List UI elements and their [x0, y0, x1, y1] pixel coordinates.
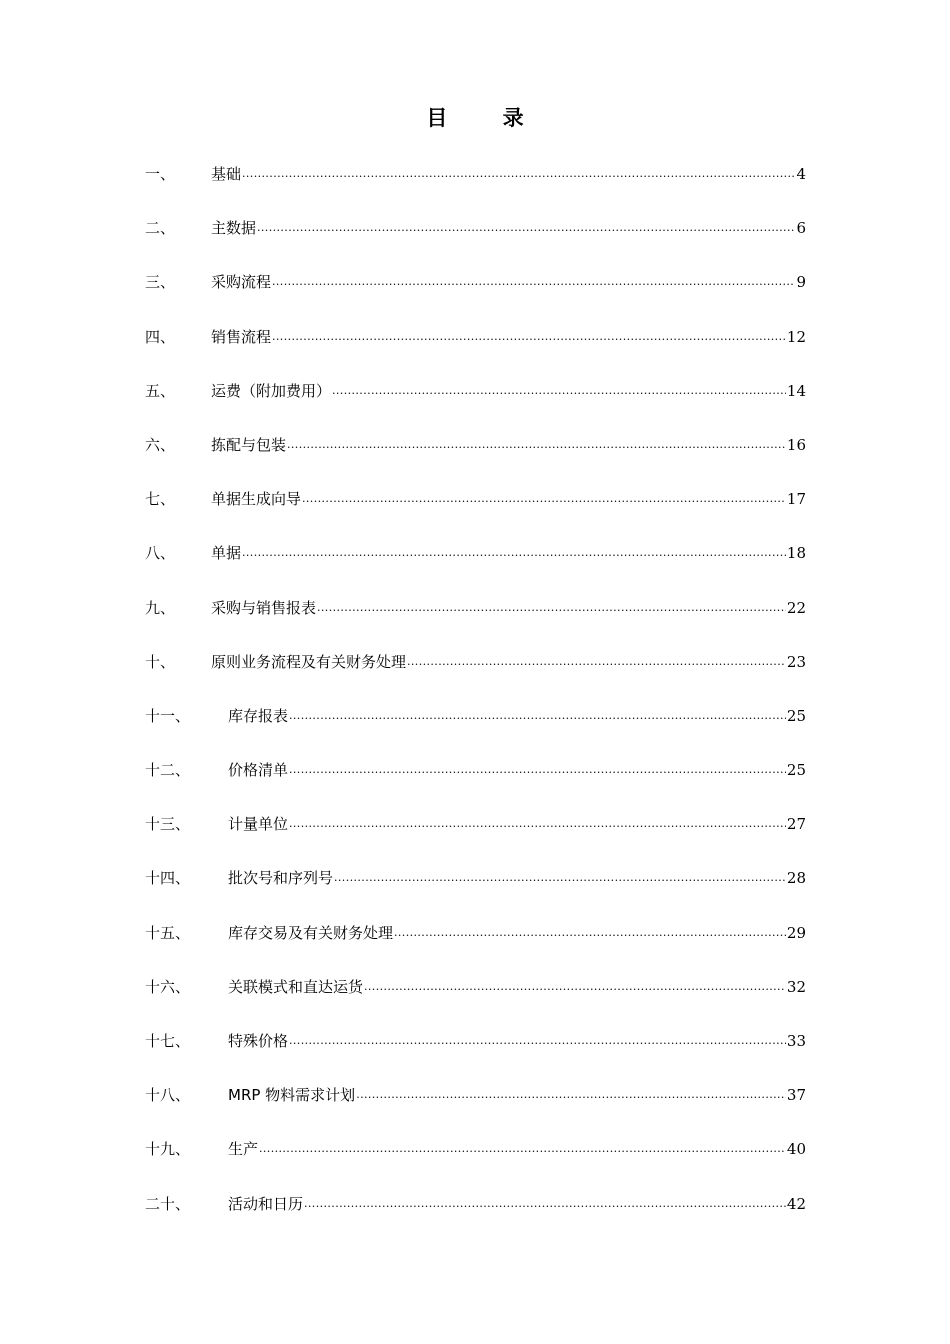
toc-entry-number: 十九、	[145, 1140, 191, 1159]
toc-entry-number: 十八、	[145, 1086, 191, 1105]
toc-entry-number: 六、	[145, 435, 176, 454]
toc-entry-page: 16	[786, 435, 806, 454]
toc-entry-number: 二、	[145, 219, 176, 238]
toc-dot-leader	[289, 811, 786, 837]
toc-entry[interactable]	[145, 811, 806, 865]
toc-entry-number: 二十、	[145, 1194, 191, 1213]
toc-entry-label: 运费（附加费用）	[211, 381, 332, 400]
toc-entry-page: 4	[796, 165, 806, 183]
toc-entry-label: 原则业务流程及有关财务处理	[211, 652, 407, 671]
toc-entry-number: 十四、	[145, 869, 191, 888]
toc-dot-leader	[317, 595, 786, 621]
toc-entry-label: 单据生成向导	[211, 490, 302, 509]
toc-entry-page: 29	[786, 923, 806, 942]
toc-title: 目 录	[426, 105, 548, 130]
toc-entry-label: 单据	[211, 544, 242, 563]
toc-entry-number: 十一、	[145, 706, 191, 725]
toc-dot-leader	[287, 432, 786, 458]
toc-entry[interactable]	[145, 540, 806, 594]
toc-entry-number: 十二、	[145, 761, 191, 780]
toc-entry[interactable]	[145, 1136, 806, 1190]
toc-entry-number: 四、	[145, 327, 176, 346]
toc-entry-number: 十五、	[145, 923, 191, 942]
toc-entry-label: 采购流程	[211, 273, 272, 292]
toc-entry-label: 库存报表	[228, 706, 289, 725]
toc-entry-number: 十七、	[145, 1032, 191, 1050]
toc-entry-page: 23	[786, 652, 806, 671]
toc-entry-label: 采购与销售报表	[211, 598, 317, 617]
toc-entry[interactable]	[145, 1191, 806, 1245]
toc-entry-number: 九、	[145, 598, 176, 617]
toc-entry-label: 库存交易及有关财务处理	[228, 923, 394, 942]
toc-dot-leader	[242, 540, 786, 566]
toc-dot-leader	[394, 920, 786, 946]
toc-entry-number: 八、	[145, 544, 176, 563]
toc-entry-label: 生产	[228, 1140, 259, 1159]
toc-entry-label: 特殊价格	[228, 1032, 289, 1050]
toc-dot-leader	[257, 215, 795, 241]
toc-entry-number: 十、	[145, 652, 176, 671]
toc-entry-label: 主数据	[211, 219, 257, 238]
toc-dot-leader	[332, 378, 786, 404]
toc-entry[interactable]	[145, 920, 806, 974]
toc-entry-number: 七、	[145, 490, 176, 509]
toc-entry[interactable]	[145, 1082, 806, 1136]
toc-entry-page: 6	[796, 219, 806, 238]
toc-dot-leader	[304, 1191, 786, 1217]
toc-entry-page: 40	[786, 1140, 806, 1159]
toc-dot-leader	[272, 269, 795, 295]
toc-entry-page: 14	[786, 381, 806, 400]
toc-dot-leader	[242, 161, 795, 187]
toc-entry-label: 活动和日历	[228, 1194, 304, 1213]
toc-entry-label: 销售流程	[211, 327, 272, 346]
toc-entry-label: 批次号和序列号	[228, 869, 334, 888]
toc-entry-number: 十六、	[145, 977, 191, 996]
toc-entry-label: 计量单位	[228, 815, 289, 834]
toc-entry[interactable]	[145, 974, 806, 1028]
toc-entry[interactable]	[145, 269, 806, 323]
toc-entry-label: 基础	[211, 165, 242, 183]
toc-entry-page: 33	[786, 1032, 806, 1050]
toc-entry[interactable]	[145, 757, 806, 811]
toc-entry-number: 五、	[145, 381, 176, 400]
toc-list	[145, 161, 806, 1245]
toc-entry-page: 27	[786, 815, 806, 834]
toc-entry-page: 22	[786, 598, 806, 617]
toc-entry-page: 12	[786, 327, 806, 346]
toc-entry-page: 25	[786, 761, 806, 780]
toc-dot-leader	[356, 1082, 786, 1108]
toc-entry-page: 17	[786, 490, 806, 509]
toc-dot-leader	[334, 865, 786, 891]
toc-dot-leader	[289, 1028, 786, 1054]
toc-entry[interactable]	[145, 378, 806, 432]
toc-dot-leader	[364, 974, 786, 1000]
toc-dot-leader	[302, 486, 786, 512]
toc-entry[interactable]	[145, 324, 806, 378]
toc-dot-leader	[407, 649, 786, 675]
toc-entry[interactable]	[145, 486, 806, 540]
toc-entry[interactable]	[145, 1028, 806, 1082]
toc-entry-page: 25	[786, 706, 806, 725]
toc-entry[interactable]	[145, 595, 806, 649]
toc-entry-number: 十三、	[145, 815, 191, 834]
toc-entry[interactable]	[145, 432, 806, 486]
toc-entry-page: 18	[786, 544, 806, 563]
toc-entry[interactable]	[145, 649, 806, 703]
toc-entry-label: 关联模式和直达运货	[228, 977, 364, 996]
toc-entry-page: 32	[786, 977, 806, 996]
toc-dot-leader	[259, 1136, 786, 1162]
toc-entry-page: 9	[796, 273, 806, 292]
toc-dot-leader	[289, 757, 786, 783]
toc-dot-leader	[272, 324, 786, 350]
toc-entry[interactable]	[145, 865, 806, 919]
toc-entry[interactable]	[145, 161, 806, 215]
toc-entry-page: 37	[786, 1086, 806, 1105]
toc-entry-number: 三、	[145, 273, 176, 292]
toc-entry[interactable]	[145, 703, 806, 757]
toc-entry-label: 拣配与包装	[211, 435, 287, 454]
toc-entry-label: 价格清单	[228, 761, 289, 780]
toc-entry[interactable]	[145, 215, 806, 269]
toc-dot-leader	[289, 703, 786, 729]
toc-entry-page: 28	[786, 869, 806, 888]
toc-entry-page: 42	[786, 1194, 806, 1213]
toc-entry-label: MRP 物料需求计划	[228, 1086, 356, 1105]
toc-entry-number: 一、	[145, 165, 176, 183]
